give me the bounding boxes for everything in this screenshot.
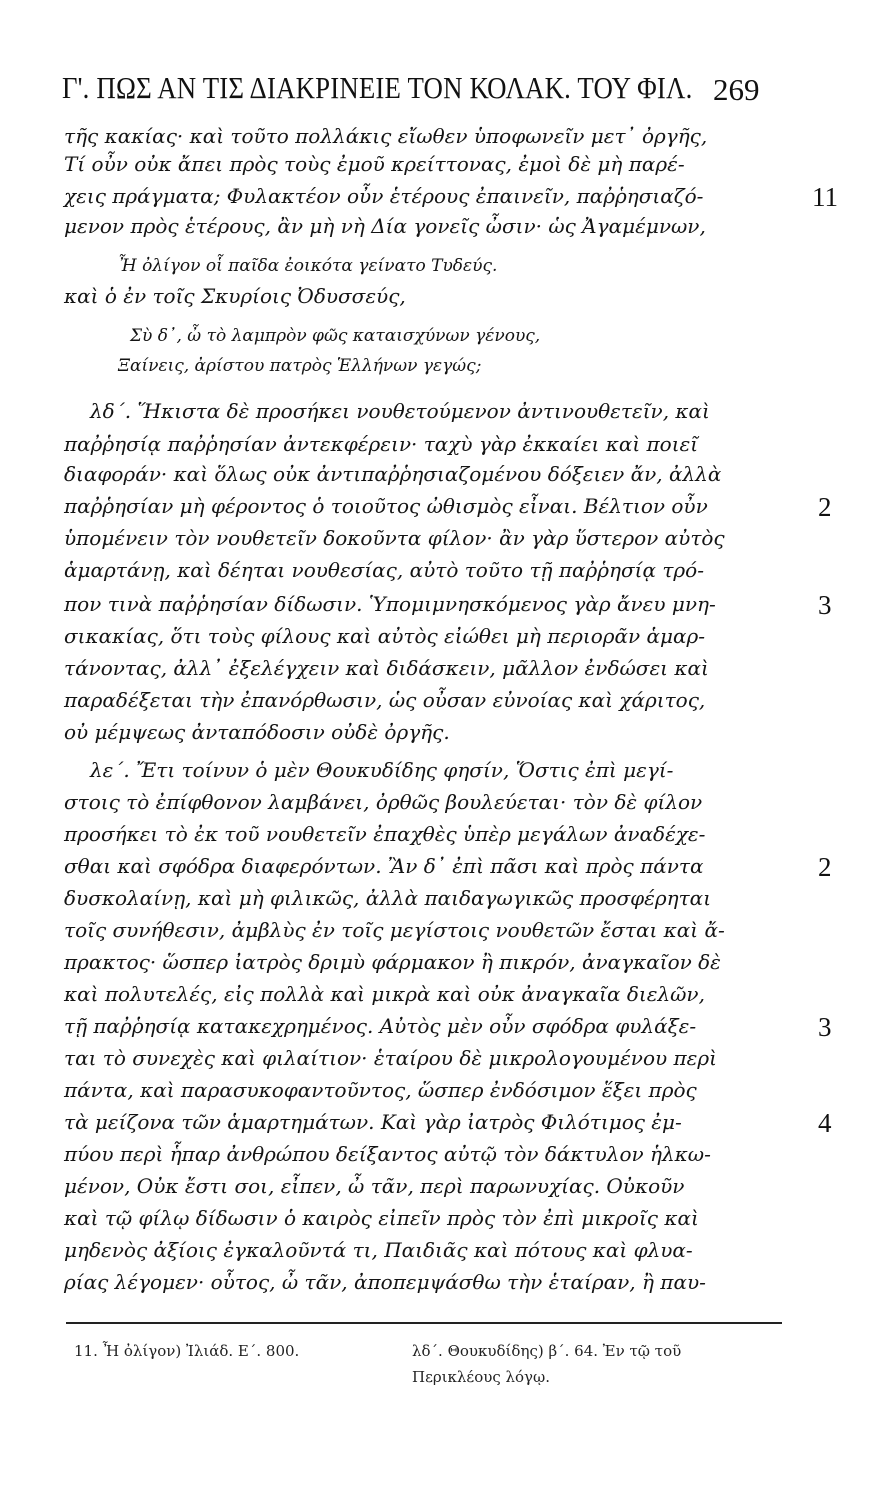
text-line: μηδενὸς ἀξίοις ἐγκαλοῦντά τι, Παιδιᾶς καὶ πότους καὶ φλυα- <box>64 1238 693 1262</box>
running-header: Γ'. ΠΩΣ ΑΝ ΤΙΣ ΔΙΑΚΡΙΝΕΙΕ ΤΟΝ ΚΟΛΑΚ. ΤΟΥ ΦΙΛ. <box>62 70 693 105</box>
text-line: τοῖς συνήθεσιν, ἀμβλὺς ἐν τοῖς μεγίστοις νουθετῶν ἔσται καὶ ἄ- <box>64 918 725 942</box>
margin-number: 4 <box>818 1108 832 1138</box>
text-line: πύου περὶ ἧπαρ ἀνθρώπου δείξαντος αὐτῷ τὸν δάκτυλον ἡλκω- <box>64 1142 711 1166</box>
margin-number: 3 <box>818 1012 832 1042</box>
text-line: μενον πρὸς ἑτέρους, ἂν μὴ νὴ Δία γονεῖς ὦσιν· ὡς Ἀγαμέμνων, <box>64 214 706 238</box>
verse-line: Σὺ δ᾽, ὦ τὸ λαμπρὸν φῶς καταισχύνων γένους, <box>130 326 541 346</box>
text-line: μένον, Οὐκ ἔστι σοι, εἶπεν, ὦ τᾶν, περὶ παρωνυχίας. Οὐκοῦν <box>64 1174 685 1198</box>
text-line: καὶ πολυτελές, εἰς πολλὰ καὶ μικρὰ καὶ οὐκ ἀναγκαῖα διελῶν, <box>64 982 705 1006</box>
margin-number: 2 <box>818 852 832 882</box>
text-line: ται τὸ συνεχὲς καὶ φιλαίτιον· ἑταίρου δὲ μικρολογουμένου περὶ <box>64 1046 717 1070</box>
text-line: πάντα, καὶ παρασυκοφαντοῦντος, ὥσπερ ἐνδόσιμον ἕξει πρὸς <box>64 1078 697 1102</box>
footnote-left: 11. Ἦ ὀλίγον) Ἰλιάδ. Ε΄. 800. <box>74 1342 300 1360</box>
text-line: τῆς κακίας· καὶ τοῦτο πολλάκις εἴωθεν ὑποφωνεῖν μετ᾽ ὀργῆς, <box>64 124 708 148</box>
text-line: προσήκει τὸ ἐκ τοῦ νουθετεῖν ἐπαχθὲς ὑπὲρ μεγάλων ἀναδέχε- <box>64 822 706 846</box>
verse-line: Ἦ ὀλίγον οἷ παῖδα ἐοικότα γείνατο Τυδεύς. <box>118 256 498 276</box>
footnote-right: λδ΄. Θουκυδίδης) β΄. 64. Ἐν τῷ τοῦ <box>412 1342 682 1360</box>
page-number: 269 <box>713 72 760 107</box>
text-line: οὐ μέμψεως ἀνταπόδοσιν οὐδὲ ὀργῆς. <box>64 720 450 744</box>
text-line: λε΄. Ἔτι τοίνυν ὁ μὲν Θουκυδίδης φησίν, Ὅστις ἐπὶ μεγί- <box>90 758 674 782</box>
text-line: ὑπομένειν τὸν νουθετεῖν δοκοῦντα φίλον· ἂν γὰρ ὕστερον αὐτὸς <box>64 526 725 550</box>
text-line: στοις τὸ ἐπίφθονον λαμβάνει, ὀρθῶς βουλεύεται· τὸν δὲ φίλον <box>64 790 703 814</box>
text-line: τῇ παῤῥησίᾳ κατακεχρημένος. Αὐτὸς μὲν οὖν σφόδρα φυλάξε- <box>64 1014 697 1038</box>
text-line: πον τινὰ παῤῥησίαν δίδωσιν. Ὑπομιμνησκόμενος γὰρ ἄνευ μνη- <box>64 592 716 616</box>
text-line: καὶ τῷ φίλῳ δίδωσιν ὁ καιρὸς εἰπεῖν πρὸς τὸν ἐπὶ μικροῖς καὶ <box>64 1206 699 1230</box>
text-line: παῤῥησίαν μὴ φέροντος ὁ τοιοῦτος ὠθισμὸς εἶναι. Βέλτιον οὖν <box>64 494 708 518</box>
text-line: παραδέξεται τὴν ἐπανόρθωσιν, ὡς οὖσαν εὐνοίας καὶ χάριτος, <box>64 688 706 712</box>
text-line: διαφοράν· καὶ ὅλως οὐκ ἀντιπαῤῥησιαζομένου δόξειεν ἄν, ἀλλὰ <box>64 462 722 486</box>
text-line: Τί οὖν οὐκ ἄπει πρὸς τοὺς ἐμοῦ κρείττονας, ἐμοὶ δὲ μὴ παρέ- <box>64 152 685 176</box>
text-line: παῤῥησίᾳ παῤῥησίαν ἀντεκφέρειν· ταχὺ γὰρ ἐκκαίει καὶ ποιεῖ <box>64 432 699 456</box>
text-line: λδ΄. Ἥκιστα δὲ προσήκει νουθετούμενον ἀντινουθετεῖν, καὶ <box>90 399 710 423</box>
margin-number: 2 <box>818 492 832 522</box>
text-line: καὶ ὁ ἐν τοῖς Σκυρίοις Ὀδυσσεύς, <box>64 284 406 308</box>
footnote-rule <box>66 1322 782 1324</box>
text-line: σθαι καὶ σφόδρα διαφερόντων. Ἂν δ᾽ ἐπὶ πᾶσι καὶ πρὸς πάντα <box>64 854 704 878</box>
footnote-right-continued: Περικλέους λόγῳ. <box>412 1368 551 1386</box>
margin-number: 3 <box>818 590 832 620</box>
text-line: τὰ μείζονα τῶν ἁμαρτημάτων. Καὶ γὰρ ἰατρὸς Φιλότιμος ἐμ- <box>64 1110 682 1134</box>
text-line: τάνοντας, ἀλλ᾽ ἐξελέγχειν καὶ διδάσκειν, μᾶλλον ἐνδώσει καὶ <box>64 656 709 680</box>
text-line: ρίας λέγομεν· οὗτος, ὦ τᾶν, ἀποπεμψάσθω τὴν ἑταίραν, ἢ παυ- <box>64 1270 706 1294</box>
margin-number: 11 <box>812 182 838 212</box>
text-line: δυσκολαίνῃ, καὶ μὴ φιλικῶς, ἀλλὰ παιδαγωγικῶς προσφέρηται <box>64 886 712 910</box>
text-line: ἁμαρτάνῃ, καὶ δέηται νουθεσίας, αὐτὸ τοῦτο τῇ παῤῥησίᾳ τρό- <box>64 558 704 582</box>
text-line: σικακίας, ὅτι τοὺς φίλους καὶ αὐτὸς εἰώθει μὴ περιορᾶν ἁμαρ- <box>64 624 706 648</box>
text-line: πρακτος· ὥσπερ ἰατρὸς δριμὺ φάρμακον ἢ πικρόν, ἀναγκαῖον δὲ <box>64 950 721 974</box>
verse-line: Ξαίνεις, ἀρίστου πατρὸς Ἑλλήνων γεγώς; <box>118 356 482 376</box>
text-line: χεις πράγματα; Φυλακτέον οὖν ἑτέρους ἐπαινεῖν, παῤῥησιαζό- <box>64 184 704 208</box>
